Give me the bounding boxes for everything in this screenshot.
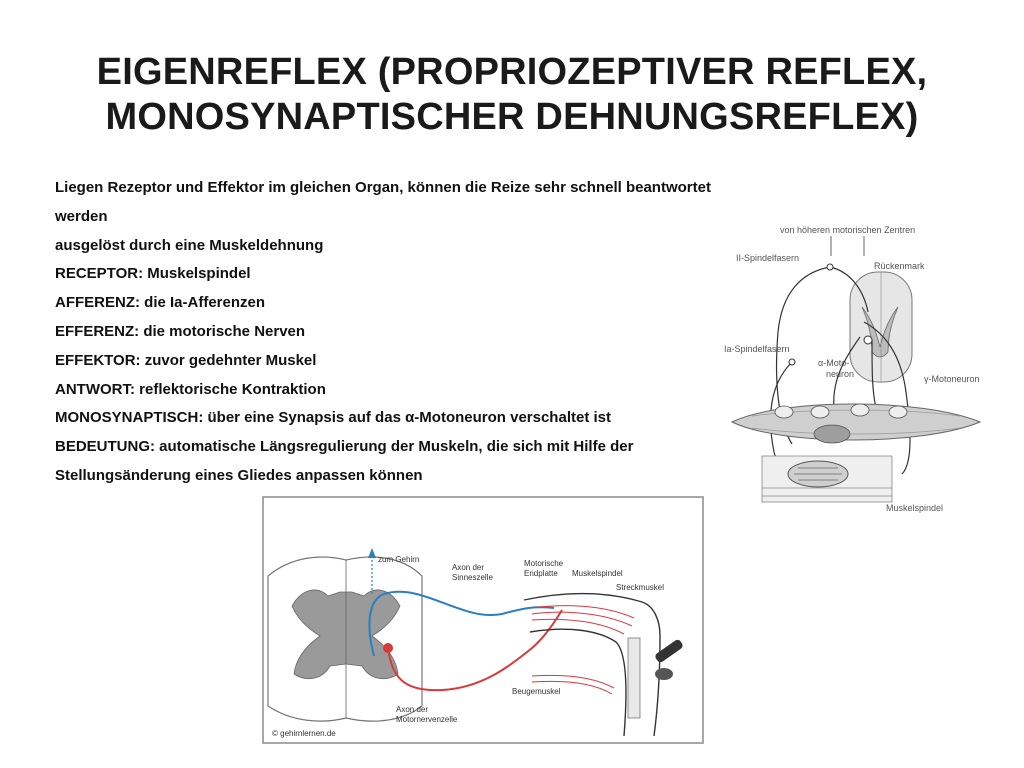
label-axon-motor-2: Motornervenzelle: [396, 715, 458, 724]
label-flexor: Beugemuskel: [512, 687, 561, 696]
bullet-line: Liegen Rezeptor und Effektor im gleichen Organ, können die Reize sehr schnell beantwortet: [55, 179, 711, 196]
label-higher-centers: von höheren motorischen Zentren: [780, 225, 916, 235]
bullet-line: Stellungsänderung eines Gliedes anpassen können: [55, 466, 423, 484]
title-line-1: EIGENREFLEX (PROPRIOZEPTIVER REFLEX,: [96, 51, 928, 93]
bullet-line: EFFERENZ: die motorische Nerven: [55, 322, 306, 340]
label-alpha-1: α-Moto-: [818, 358, 850, 368]
label-muscle-spindle: Muskelspindel: [886, 503, 944, 513]
bullet-line: ausgelöst durch eine Muskeldehnung: [55, 236, 324, 254]
label-ia-fibers: Ia-Spindelfasern: [724, 344, 790, 354]
reflex-arc-diagram: [722, 212, 990, 522]
spindle-detail: [762, 456, 892, 502]
label-endplate-1: Motorische: [524, 559, 564, 568]
neuron-soma-ia: [789, 359, 795, 365]
bullet-line: ANTWORT: reflektorische Kontraktion: [55, 380, 326, 398]
bullet-line: werden: [55, 207, 108, 225]
label-endplate-2: Endplatte: [524, 569, 558, 578]
bullet-line: MONOSYNAPTISCH: über eine Synapsis auf das α-Motoneuron verschaltet ist: [55, 409, 611, 427]
slide-title: [0, 50, 1024, 140]
title-line-2: MONOSYNAPTISCHER DEHNUNGSREFLEX): [105, 96, 919, 138]
copyright-text: © gehirnlernen.de: [272, 729, 336, 738]
bullet-line: AFFERENZ: die Ia-Afferenzen: [55, 294, 266, 312]
label-extensor: Streckmuskel: [616, 583, 665, 592]
spinal-cord-cross-section: [268, 557, 422, 721]
label-axon-motor-1: Axon der: [396, 705, 429, 714]
label-spinal-cord: Rückenmark: [874, 261, 925, 271]
label-axon-sensory-1: Axon der: [452, 563, 485, 572]
knee-reflex-diagram: [262, 496, 704, 744]
bullet-line: RECEPTOR: Muskelspindel: [55, 265, 251, 283]
alpha-motoneuron: [864, 336, 872, 344]
bullet-line: EFFEKTOR: zuvor gedehnter Muskel: [55, 351, 317, 369]
label-axon-sensory-2: Sinneszelle: [452, 573, 493, 582]
label-spindle: Muskelspindel: [572, 569, 623, 578]
bullet-line: BEDEUTUNG: automatische Längsregulierung der Muskeln, die sich mit Hilfe der: [55, 438, 634, 456]
neuron-soma-ii: [827, 264, 833, 270]
label-alpha-2: neuron: [826, 369, 855, 379]
motor-neuron-soma: [383, 643, 393, 653]
bullet-list: [55, 174, 815, 491]
label-to-brain: zum Gehirn: [378, 555, 420, 564]
label-gamma: γ-Motoneuron: [924, 374, 980, 384]
label-ii-fibers: II-Spindelfasern: [736, 253, 800, 263]
muscle-shape: [732, 404, 980, 443]
